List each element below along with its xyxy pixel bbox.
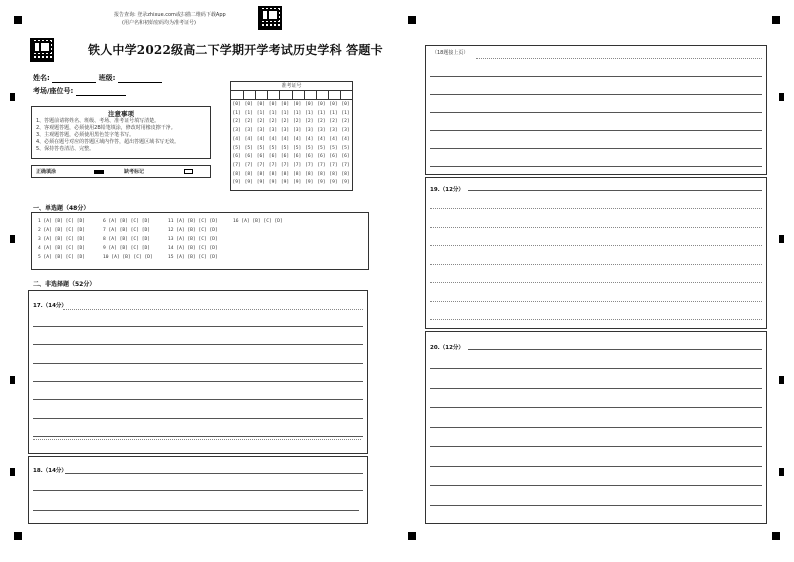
- exam-id-bubble[interactable]: [1]: [244, 110, 253, 116]
- exam-id-bubble[interactable]: [0]: [244, 102, 253, 107]
- exam-id-bubble[interactable]: [9]: [329, 180, 338, 186]
- exam-id-bubble[interactable]: [2]: [305, 119, 314, 125]
- answer-line: [430, 282, 762, 283]
- exam-id-bubble[interactable]: [2]: [317, 119, 326, 125]
- exam-id-column-divider: [279, 91, 280, 100]
- answer-line: [430, 319, 762, 320]
- single-choice-question[interactable]: 3 [A] [B] [C] [D]: [38, 237, 86, 242]
- answer-line: [33, 439, 361, 440]
- exam-id-bubble[interactable]: [2]: [244, 119, 253, 125]
- question-19-title: 19.（12分）: [430, 187, 464, 193]
- exam-id-column-divider: [292, 91, 293, 100]
- answer-box-q19[interactable]: [425, 177, 767, 329]
- exam-id-bubble[interactable]: [5]: [305, 145, 314, 151]
- qr-code-icon: [258, 6, 282, 30]
- continued-label: （18题接上页）: [432, 50, 469, 56]
- exam-id-bubble[interactable]: [5]: [244, 145, 253, 151]
- exam-id-bubble[interactable]: [8]: [268, 171, 278, 177]
- class-input-line[interactable]: [118, 75, 162, 83]
- notice-heading: 注意事项: [108, 110, 134, 118]
- exam-id-bubble[interactable]: [6]: [317, 154, 326, 160]
- exam-id-bubble[interactable]: [2]: [341, 119, 350, 125]
- exam-id-bubble[interactable]: [5]: [280, 145, 290, 151]
- exam-id-bubble[interactable]: [8]: [244, 171, 253, 177]
- exam-id-bubble[interactable]: [1]: [232, 110, 241, 116]
- exam-id-bubble[interactable]: [0]: [280, 102, 290, 107]
- single-choice-question[interactable]: 7 [A] [B] [C] [D]: [103, 228, 151, 233]
- answer-line: [33, 326, 363, 327]
- exam-id-column-divider: [255, 91, 256, 100]
- answer-line: [430, 485, 762, 486]
- answer-box-q20[interactable]: [425, 331, 767, 524]
- exam-id-bubble[interactable]: [5]: [341, 145, 350, 151]
- single-choice-question[interactable]: 5 [A] [B] [C] [D]: [38, 255, 86, 260]
- exam-id-bubble[interactable]: [6]: [329, 154, 338, 160]
- exam-id-column-divider: [243, 91, 244, 100]
- timing-mark: [10, 468, 15, 476]
- exam-id-bubble[interactable]: [4]: [232, 136, 241, 142]
- exam-id-bubble[interactable]: [8]: [256, 171, 265, 177]
- exam-id-bubble[interactable]: [5]: [293, 145, 302, 151]
- answer-line: [476, 58, 762, 59]
- answer-line: [33, 344, 363, 345]
- correct-fill-label: 正确填涂: [36, 169, 57, 175]
- exam-id-bubble[interactable]: [8]: [329, 171, 338, 177]
- exam-id-bubble[interactable]: [8]: [317, 171, 326, 177]
- exam-id-bubble[interactable]: [4]: [268, 136, 278, 142]
- answer-line: [33, 363, 363, 364]
- exam-id-bubble[interactable]: [8]: [232, 171, 241, 177]
- exam-id-column-divider: [316, 91, 317, 100]
- room-seat-field[interactable]: [33, 86, 126, 96]
- answer-line: [65, 473, 363, 474]
- exam-id-bubble[interactable]: [7]: [305, 162, 314, 168]
- timing-mark: [779, 235, 784, 243]
- answer-line: [33, 399, 363, 400]
- exam-id-bubble[interactable]: [1]: [280, 110, 290, 116]
- answer-line: [430, 94, 762, 95]
- section-title-single-choice: 一、单选题（48分）: [33, 205, 90, 212]
- exam-id-bubble[interactable]: [4]: [305, 136, 314, 142]
- single-choice-question[interactable]: 15 [A] [B] [C] [D]: [168, 255, 218, 260]
- section-title-non-choice: 二、非选择题（52分）: [33, 281, 96, 288]
- exam-id-bubble[interactable]: [6]: [232, 154, 241, 160]
- exam-id-bubble[interactable]: [4]: [280, 136, 290, 142]
- timing-mark: [10, 235, 15, 243]
- name-label: 姓名:: [33, 74, 50, 82]
- room-seat-label: 考场/座位号:: [33, 87, 74, 95]
- timing-mark: [779, 376, 784, 384]
- single-choice-question[interactable]: 2 [A] [B] [C] [D]: [38, 228, 86, 233]
- single-choice-question[interactable]: 16 [A] [B] [C] [D]: [233, 219, 283, 224]
- exam-id-bubble[interactable]: [9]: [317, 180, 326, 186]
- exam-id-bubble[interactable]: [9]: [232, 180, 241, 186]
- correct-fill-sample: [94, 170, 104, 174]
- answer-line: [430, 466, 762, 467]
- single-choice-question[interactable]: 4 [A] [B] [C] [D]: [38, 246, 86, 251]
- single-choice-question[interactable]: 10 [A] [B] [C] [D]: [103, 255, 153, 260]
- answer-line: [430, 76, 762, 77]
- registration-mark: [14, 532, 22, 540]
- exam-id-bubble[interactable]: [6]: [305, 154, 314, 160]
- single-choice-question[interactable]: 9 [A] [B] [C] [D]: [103, 246, 151, 251]
- question-20-title: 20.（12分）: [430, 345, 464, 351]
- single-choice-box: [31, 212, 369, 270]
- exam-id-bubble[interactable]: [0]: [305, 102, 314, 107]
- exam-id-bubble[interactable]: [1]: [293, 110, 302, 116]
- notice-item: 3、主观题答题，必须使用黑色签字笔书写。: [36, 132, 135, 138]
- answer-line: [63, 309, 363, 310]
- exam-id-bubble[interactable]: [7]: [280, 162, 290, 168]
- exam-id-bubble[interactable]: [2]: [232, 119, 241, 125]
- answer-line: [33, 490, 363, 491]
- answer-box-q18-continued[interactable]: [425, 45, 767, 175]
- timing-mark: [779, 93, 784, 101]
- absent-mark-label: 缺考标记: [124, 169, 145, 175]
- notice-item: 2、客观题答题，必须使用2B铅笔填涂，修改时用橡皮擦干净。: [36, 125, 176, 131]
- class-label: 班级:: [98, 74, 116, 82]
- answer-line: [430, 245, 762, 246]
- exam-id-bubble[interactable]: [3]: [317, 128, 326, 134]
- exam-id-bubble[interactable]: [9]: [341, 180, 350, 186]
- exam-id-bubble[interactable]: [4]: [293, 136, 302, 142]
- answer-line: [33, 510, 359, 511]
- exam-id-bubble[interactable]: [4]: [256, 136, 265, 142]
- registration-mark: [772, 532, 780, 540]
- exam-id-bubbles: [231, 100, 352, 190]
- notice-box: [31, 106, 211, 159]
- exam-id-bubble[interactable]: [6]: [293, 154, 302, 160]
- registration-mark: [408, 532, 416, 540]
- exam-id-bubble[interactable]: [1]: [317, 110, 326, 116]
- single-choice-question[interactable]: 12 [A] [B] [C] [D]: [168, 228, 218, 233]
- exam-id-column-divider: [340, 91, 341, 100]
- answer-line: [33, 381, 363, 382]
- exam-id-bubble[interactable]: [2]: [329, 119, 338, 125]
- answer-line: [430, 368, 762, 369]
- exam-id-bubble[interactable]: [5]: [232, 145, 241, 151]
- name-field[interactable]: [33, 73, 162, 83]
- single-choice-question[interactable]: 11 [A] [B] [C] [D]: [168, 219, 218, 224]
- timing-mark: [779, 468, 784, 476]
- answer-line: [430, 407, 762, 408]
- notice-item: 5、保持答卷清洁、完整。: [36, 146, 95, 152]
- answer-line: [430, 264, 762, 265]
- answer-box-q17[interactable]: [28, 290, 368, 454]
- exam-id-bubble[interactable]: [9]: [293, 180, 302, 186]
- exam-id-bubble[interactable]: [9]: [256, 180, 265, 186]
- answer-line: [33, 436, 363, 437]
- exam-id-bubble[interactable]: [2]: [280, 119, 290, 125]
- exam-id-bubble[interactable]: [3]: [305, 128, 314, 134]
- registration-mark: [408, 16, 416, 24]
- answer-line: [468, 349, 762, 350]
- answer-line: [468, 190, 762, 191]
- notice-list: [32, 118, 210, 153]
- exam-id-bubble[interactable]: [0]: [256, 102, 265, 107]
- exam-id-bubble[interactable]: [5]: [268, 145, 278, 151]
- exam-id-bubble[interactable]: [2]: [268, 119, 278, 125]
- exam-id-bubble[interactable]: [1]: [268, 110, 278, 116]
- exam-id-bubble[interactable]: [5]: [329, 145, 338, 151]
- exam-id-bubble[interactable]: [7]: [317, 162, 326, 168]
- answer-line: [430, 388, 762, 389]
- exam-id-bubble[interactable]: [9]: [268, 180, 278, 186]
- exam-id-bubble[interactable]: [3]: [232, 128, 241, 134]
- question-18-title: 18.（14分）: [33, 468, 67, 474]
- exam-id-bubble[interactable]: [0]: [232, 102, 241, 107]
- exam-id-bubble[interactable]: [3]: [244, 128, 253, 134]
- exam-id-bubble[interactable]: [3]: [341, 128, 350, 134]
- exam-id-bubble[interactable]: [3]: [329, 128, 338, 134]
- answer-line: [33, 418, 363, 419]
- exam-id-bubble[interactable]: [4]: [329, 136, 338, 142]
- exam-id-bubble[interactable]: [4]: [341, 136, 350, 142]
- exam-id-grid: [230, 81, 353, 191]
- exam-id-bubble[interactable]: [1]: [341, 110, 350, 116]
- exam-id-bubble[interactable]: [6]: [268, 154, 278, 160]
- notice-item: 4、必须在题号对应的答题区域内作答，超出答题区域书写无效。: [36, 139, 180, 145]
- exam-id-bubble[interactable]: [5]: [256, 145, 265, 151]
- exam-id-bubble[interactable]: [0]: [329, 102, 338, 107]
- exam-id-heading: 准考证号: [231, 82, 352, 91]
- answer-line: [430, 301, 762, 302]
- exam-id-bubble[interactable]: [3]: [280, 128, 290, 134]
- exam-id-bubble[interactable]: [8]: [280, 171, 290, 177]
- exam-id-bubble[interactable]: [9]: [280, 180, 290, 186]
- exam-id-bubble[interactable]: [9]: [305, 180, 314, 186]
- exam-id-bubble[interactable]: [4]: [317, 136, 326, 142]
- exam-id-bubble[interactable]: [0]: [317, 102, 326, 107]
- answer-line: [430, 148, 762, 149]
- exam-id-bubble[interactable]: [3]: [268, 128, 278, 134]
- exam-id-bubble[interactable]: [7]: [232, 162, 241, 168]
- exam-id-bubble[interactable]: [0]: [268, 102, 278, 107]
- exam-id-bubble[interactable]: [6]: [280, 154, 290, 160]
- single-choice-question[interactable]: 13 [A] [B] [C] [D]: [168, 237, 218, 242]
- exam-id-bubble[interactable]: [7]: [268, 162, 278, 168]
- exam-id-bubble[interactable]: [7]: [293, 162, 302, 168]
- notice-item: 1、答题前请将姓名、班级、考场、准考证号填写清楚。: [36, 118, 160, 124]
- exam-id-bubble[interactable]: [8]: [305, 171, 314, 177]
- exam-id-bubble[interactable]: [5]: [317, 145, 326, 151]
- exam-id-column-divider: [267, 91, 268, 100]
- exam-id-bubble[interactable]: [1]: [305, 110, 314, 116]
- single-choice-question[interactable]: 1 [A] [B] [C] [D]: [38, 219, 86, 224]
- single-choice-question[interactable]: 14 [A] [B] [C] [D]: [168, 246, 218, 251]
- absent-mark-checkbox[interactable]: [184, 169, 193, 174]
- answer-line: [430, 208, 762, 209]
- fill-example-box: [31, 165, 211, 178]
- exam-id-column-divider: [328, 91, 329, 100]
- exam-id-column-divider: [304, 91, 305, 100]
- exam-id-entry-row: [231, 91, 352, 100]
- qr-code-icon: [30, 38, 54, 62]
- room-seat-input-line[interactable]: [76, 88, 126, 96]
- exam-id-bubble[interactable]: [2]: [256, 119, 265, 125]
- answer-line: [430, 427, 762, 428]
- answer-line: [430, 166, 762, 167]
- answer-box-q18[interactable]: [28, 456, 368, 524]
- answer-line: [430, 505, 762, 506]
- question-17-title: 17.（14分）: [33, 303, 67, 309]
- exam-id-bubble[interactable]: [6]: [341, 154, 350, 160]
- exam-id-bubble[interactable]: [1]: [256, 110, 265, 116]
- exam-id-bubble[interactable]: [3]: [293, 128, 302, 134]
- single-choice-question[interactable]: 8 [A] [B] [C] [D]: [103, 237, 151, 242]
- exam-id-bubble[interactable]: [0]: [293, 102, 302, 107]
- exam-id-bubble[interactable]: [0]: [341, 102, 350, 107]
- exam-id-bubble[interactable]: [6]: [256, 154, 265, 160]
- registration-mark: [14, 16, 22, 24]
- name-input-line[interactable]: [52, 75, 96, 83]
- report-query-line: 报告查询: 登录zhixue.com或扫描二维码下载App: [114, 12, 226, 18]
- exam-id-bubble[interactable]: [1]: [329, 110, 338, 116]
- timing-mark: [10, 376, 15, 384]
- report-query-note: (用户名和初始密码均为准考证号): [122, 20, 196, 26]
- exam-id-bubble[interactable]: [4]: [244, 136, 253, 142]
- exam-id-bubble[interactable]: [9]: [244, 180, 253, 186]
- exam-id-bubble[interactable]: [3]: [256, 128, 265, 134]
- exam-id-bubble[interactable]: [8]: [293, 171, 302, 177]
- answer-line: [430, 227, 762, 228]
- single-choice-question[interactable]: 6 [A] [B] [C] [D]: [103, 219, 151, 224]
- exam-id-bubble[interactable]: [7]: [256, 162, 265, 168]
- exam-id-bubble[interactable]: [7]: [244, 162, 253, 168]
- answer-line: [430, 446, 762, 447]
- page-title: 铁人中学2022级高二下学期开学考试历史学科 答题卡: [88, 43, 383, 57]
- exam-id-bubble[interactable]: [7]: [329, 162, 338, 168]
- timing-mark: [10, 93, 15, 101]
- answer-line: [430, 130, 762, 131]
- exam-id-bubble[interactable]: [2]: [293, 119, 302, 125]
- registration-mark: [772, 16, 780, 24]
- answer-line: [430, 112, 762, 113]
- exam-id-bubble[interactable]: [6]: [244, 154, 253, 160]
- exam-id-bubble[interactable]: [7]: [341, 162, 350, 168]
- exam-id-bubble[interactable]: [8]: [341, 171, 350, 177]
